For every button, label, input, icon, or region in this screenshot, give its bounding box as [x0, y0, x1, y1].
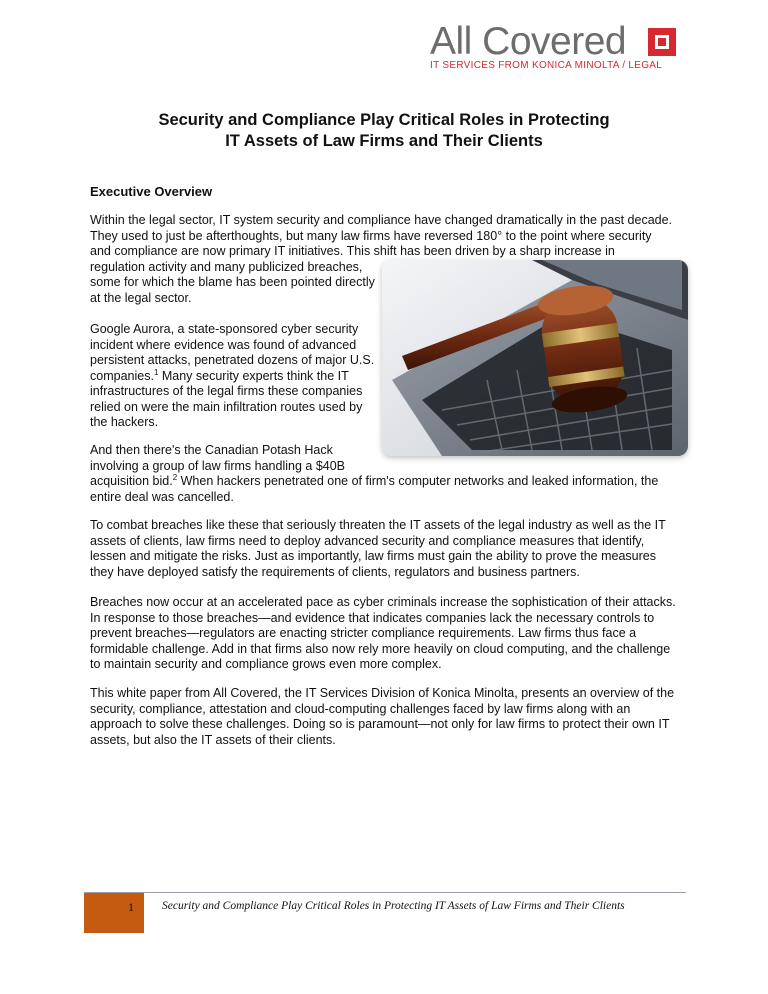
p1-line: regulation activity and many publicized breaches,: [90, 259, 363, 274]
paragraph-4: [90, 518, 666, 580]
p2-line-4a: companies.: [90, 368, 154, 383]
footnote-ref-2: 2: [172, 472, 178, 482]
footer-page-block: [84, 893, 144, 933]
gavel-laptop-illustration: [382, 260, 688, 456]
p5-line: to maintain security and compliance grows even more complex.: [90, 657, 442, 671]
footnote-ref-1: 1: [153, 367, 159, 377]
p1-line: and compliance are now primary IT initiatives. This shift has been driven by a sharp increase in: [90, 244, 615, 258]
p3-line-3b: When hackers penetrated one of firm's computer networks and leaked information, the: [177, 474, 659, 488]
p2-line-4b: Many security experts think the IT: [158, 368, 349, 383]
p2-line: Google Aurora, a state-sponsored cyber security: [90, 322, 359, 336]
p6-line: security, compliance, attestation and cloud-computing challenges faced by law firms along with an: [90, 701, 631, 716]
document-title: [84, 110, 684, 152]
logo-name: All Covered: [430, 20, 627, 63]
p6-line: This white paper from All Covered, the IT Services Division of Konica Minolta, presents an overview of the: [90, 686, 675, 700]
paragraph-6: [90, 686, 674, 748]
gavel-laptop-photo: [382, 260, 688, 456]
paragraph-5: [90, 595, 676, 673]
section-heading: Executive Overview: [90, 184, 213, 199]
p3-line: involving a group of law firms handling a $40B: [90, 458, 346, 473]
p1-line: some for which the blame has been pointed directly: [90, 275, 375, 289]
title-line-1: Security and Compliance Play Critical Roles in Protecting: [158, 111, 610, 129]
p2-line: incident where evidence was found of advanced: [90, 337, 357, 352]
p2-line: persistent attacks, penetrated dozens of major U.S.: [90, 353, 375, 367]
paragraph-2: [90, 322, 374, 431]
p5-line: formidable challenge. Add in that firms also now rely more heavily on cloud computing, and the challenge: [90, 641, 671, 656]
footer-divider: [84, 892, 686, 893]
page-number: 1: [128, 900, 134, 914]
p6-line: approach to solve these challenges. Doing so is paramount—not only for law firms to protect their own IT: [90, 717, 670, 731]
p4-line: assets of clients, law firms need to deploy advanced security and compliance measures that identify,: [90, 533, 645, 548]
p1-line: They used to just be afterthoughts, but many law firms have reversed 180° to the point where security: [90, 228, 652, 243]
company-logo: [428, 22, 688, 74]
p5-line: Breaches now occur at an accelerated pace as cyber criminals increase the sophistication of their attacks.: [90, 595, 676, 609]
title-line-2: IT Assets of Law Firms and Their Clients: [225, 132, 543, 150]
p2-line: the hackers.: [90, 415, 159, 429]
p4-line: To combat breaches like these that seriously threaten the IT assets of the legal industry as well as the IT: [90, 518, 666, 532]
p5-line: In response to those breaches—and evidence that indicates companies lack the necessary controls to: [90, 610, 655, 625]
p3-line: [90, 474, 658, 490]
p6-line: assets, but also the IT assets of their clients.: [90, 732, 336, 747]
p4-line: they have deployed satisfy the requirements of clients, regulators and business partners.: [90, 564, 580, 579]
p3-line: entire deal was cancelled.: [90, 489, 234, 504]
p2-line: [90, 369, 374, 385]
p1-line: Within the legal sector, IT system security and compliance have changed dramatically in the past decade.: [90, 213, 673, 227]
p3-line: And then there's the Canadian Potash Hack: [90, 443, 333, 457]
logo-mark-icon: [648, 28, 676, 56]
logo-tagline: IT SERVICES FROM KONICA MINOLTA / LEGAL: [430, 60, 663, 71]
p1-line: at the legal sector.: [90, 290, 192, 305]
p3-line-3a: acquisition bid.: [90, 474, 173, 488]
p4-line: lessen and mitigate the risks. Just as importantly, law firms must gain the ability to prove the measures: [90, 549, 656, 563]
footer-running-title: Security and Compliance Play Critical Roles in Protecting IT Assets of Law Firms and Their Clients: [162, 900, 625, 912]
p5-line: prevent breaches—regulators are enacting stricter compliance requirements. Law firms thus face a: [90, 626, 637, 640]
p2-line: infrastructures of the legal firms these companies: [90, 384, 363, 398]
p2-line: relied on were the main infiltration routes used by: [90, 399, 363, 414]
